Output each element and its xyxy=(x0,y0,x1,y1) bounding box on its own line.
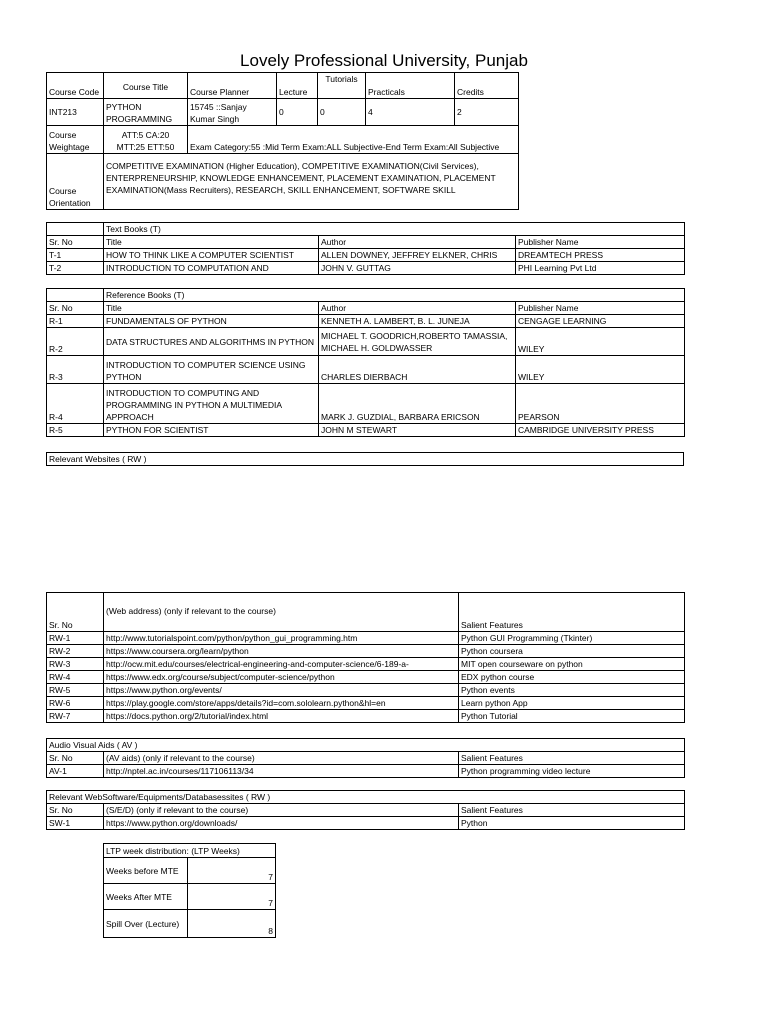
table-row xyxy=(47,424,685,437)
author-cell: ALLEN DOWNEY, JEFFREY ELKNER, CHRIS xyxy=(319,249,516,262)
lecture-value: 0 xyxy=(277,99,318,126)
srno-cell: RW-3 xyxy=(47,658,104,671)
weightage-line-1: ATT:5 CA:20 xyxy=(121,130,170,140)
relevant-websites-header xyxy=(46,452,684,466)
table-row xyxy=(47,765,685,778)
blank-cell xyxy=(47,289,104,302)
author-cell: CHARLES DIERBACH xyxy=(319,356,516,384)
ltp-label: Spill Over (Lecture) xyxy=(104,910,188,938)
course-title: PYTHON PROGRAMMING xyxy=(104,99,188,126)
table-row xyxy=(47,315,685,328)
feature-cell: Python events xyxy=(459,684,685,697)
srno-cell: RW-6 xyxy=(47,697,104,710)
reference-books-header-title: Title xyxy=(104,302,319,315)
publisher-cell: WILEY xyxy=(516,328,685,356)
reference-books-table xyxy=(46,288,685,437)
course-code: INT213 xyxy=(47,99,104,126)
srno-cell: R-5 xyxy=(47,424,104,437)
title-cell: INTRODUCTION TO COMPUTING AND PROGRAMMING IN PYTHON A MULTIMEDIA APPROACH xyxy=(104,384,319,424)
av-header-srno: Sr. No xyxy=(47,752,104,765)
text-books-table xyxy=(46,222,685,275)
header-credits: Credits xyxy=(455,73,519,99)
text-books-header-srno: Sr. No xyxy=(47,236,104,249)
title-cell: DATA STRUCTURES AND ALGORITHMS IN PYTHON xyxy=(104,328,319,356)
practicals-value: 4 xyxy=(366,99,455,126)
course-info-table xyxy=(46,72,519,210)
av-header-aids: (AV aids) (only if relevant to the course) xyxy=(104,752,459,765)
website-link[interactable]: https://www.python.org/events/ xyxy=(104,684,459,697)
exam-category: Exam Category:55 :Mid Term Exam:ALL Subjective-End Term Exam:All Subjective xyxy=(188,126,519,154)
srno-cell: RW-4 xyxy=(47,671,104,684)
website-link[interactable]: https://play.google.com/store/apps/details?id=com.sololearn.python&hl=en xyxy=(104,697,459,710)
software-link[interactable]: https://www.python.org/downloads/ xyxy=(104,817,459,830)
text-books-section-title: Text Books (T) xyxy=(104,223,685,236)
ltp-label: Weeks before MTE xyxy=(104,858,188,884)
header-practicals: Practicals xyxy=(366,73,455,99)
websites-table xyxy=(46,592,685,723)
srno-cell: T-1 xyxy=(47,249,104,262)
table-row xyxy=(47,671,685,684)
website-link[interactable]: https://www.edx.org/course/subject/computer-science/python xyxy=(104,671,459,684)
table-row xyxy=(47,684,685,697)
author-cell: JOHN V. GUTTAG xyxy=(319,262,516,275)
table-row xyxy=(47,328,685,356)
course-weightage-label: Course Weightage xyxy=(47,126,104,154)
table-row xyxy=(47,645,685,658)
text-books-header-publisher: Publisher Name xyxy=(516,236,685,249)
srno-cell: R-3 xyxy=(47,356,104,384)
feature-cell: Python coursera xyxy=(459,645,685,658)
document-title: Lovely Professional University, Punjab xyxy=(240,51,528,70)
publisher-cell: PEARSON xyxy=(516,384,685,424)
audio-visual-table xyxy=(46,738,685,778)
reference-books-header-publisher: Publisher Name xyxy=(516,302,685,315)
title-cell: INTRODUCTION TO COMPUTER SCIENCE USING PYTHON xyxy=(104,356,319,384)
author-cell: JOHN M STEWART xyxy=(319,424,516,437)
title-cell: PYTHON FOR SCIENTIST xyxy=(104,424,319,437)
feature-cell: Python GUI Programming (Tkinter) xyxy=(459,632,685,645)
feature-cell: Python xyxy=(459,817,685,830)
feature-cell: Learn python App xyxy=(459,697,685,710)
header-course-title: Course Title xyxy=(104,73,188,99)
title-cell: HOW TO THINK LIKE A COMPUTER SCIENTIST xyxy=(104,249,319,262)
srno-cell: SW-1 xyxy=(47,817,104,830)
reference-books-header-author: Author xyxy=(319,302,516,315)
srno-cell: RW-7 xyxy=(47,710,104,723)
weightage-line-2: MTT:25 ETT:50 xyxy=(116,142,175,152)
ltp-value: 7 xyxy=(188,884,276,910)
software-table xyxy=(46,790,685,830)
publisher-cell: WILEY xyxy=(516,356,685,384)
feature-cell: Python programming video lecture xyxy=(459,765,685,778)
author-cell: MICHAEL T. GOODRICH,ROBERTO TAMASSIA, MICHAEL H. GOLDWASSER xyxy=(319,328,516,356)
course-orientation: COMPETITIVE EXAMINATION (Higher Education), COMPETITIVE EXAMINATION(Civil Services), ENTERPRENEURSHIP, KNOWLEDGE ENHANCEMENT, PLACEMENT EXAMINATION, PLACEMENT EXAMINATION(Mass Recruiters), RESEARCH, SKILL ENHANCEMENT, SOFTWARE SKILL xyxy=(104,154,519,210)
table-row xyxy=(47,658,685,671)
table-row xyxy=(47,697,685,710)
publisher-cell: DREAMTECH PRESS xyxy=(516,249,685,262)
title-cell: FUNDAMENTALS OF PYTHON xyxy=(104,315,319,328)
ltp-value: 8 xyxy=(188,910,276,938)
title-cell: INTRODUCTION TO COMPUTATION AND xyxy=(104,262,319,275)
table-row xyxy=(104,858,276,884)
header-tutorials: Tutorials xyxy=(318,73,366,99)
website-link[interactable]: https://docs.python.org/2/tutorial/index.html xyxy=(104,710,459,723)
srno-cell: RW-5 xyxy=(47,684,104,697)
srno-cell: T-2 xyxy=(47,262,104,275)
feature-cell: Python Tutorial xyxy=(459,710,685,723)
table-row xyxy=(104,910,276,938)
reference-books-header-srno: Sr. No xyxy=(47,302,104,315)
software-section-title: Relevant WebSoftware/Equipments/Databasessites ( RW ) xyxy=(47,791,685,804)
av-link[interactable]: http://nptel.ac.in/courses/117106113/34 xyxy=(104,765,459,778)
srno-cell: R-1 xyxy=(47,315,104,328)
table-row xyxy=(104,884,276,910)
course-orientation-label: Course Orientation xyxy=(47,154,104,210)
srno-cell: R-2 xyxy=(47,328,104,356)
feature-cell: MIT open courseware on python xyxy=(459,658,685,671)
reference-books-section-title: Reference Books (T) xyxy=(104,289,685,302)
ltp-label: Weeks After MTE xyxy=(104,884,188,910)
header-course-planner: Course Planner xyxy=(188,73,277,99)
author-cell: MARK J. GUZDIAL, BARBARA ERICSON xyxy=(319,384,516,424)
website-link[interactable]: http://www.tutorialspoint.com/python/python_gui_programming.htm xyxy=(104,632,459,645)
table-row xyxy=(47,384,685,424)
header-course-code: Course Code xyxy=(47,73,104,99)
table-row xyxy=(47,632,685,645)
tutorials-value: 0 xyxy=(318,99,366,126)
sw-header-sed: (S/E/D) (only if relevant to the course) xyxy=(104,804,459,817)
course-weightage-values xyxy=(104,126,188,154)
srno-cell: AV-1 xyxy=(47,765,104,778)
table-row xyxy=(47,262,685,275)
websites-header-srno: Sr. No xyxy=(47,593,104,632)
ltp-title: LTP week distribution: (LTP Weeks) xyxy=(104,844,276,858)
srno-cell: RW-2 xyxy=(47,645,104,658)
table-row xyxy=(47,249,685,262)
publisher-cell: PHI Learning Pvt Ltd xyxy=(516,262,685,275)
ltp-value: 7 xyxy=(188,858,276,884)
course-planner: 15745 ::Sanjay Kumar Singh xyxy=(188,99,277,126)
feature-cell: EDX python course xyxy=(459,671,685,684)
sw-header-srno: Sr. No xyxy=(47,804,104,817)
websites-header-features: Salient Features xyxy=(459,593,685,632)
text-books-header-title: Title xyxy=(104,236,319,249)
website-link[interactable]: http://ocw.mit.edu/courses/electrical-engineering-and-computer-science/6-189-a- xyxy=(104,658,459,671)
credits-value: 2 xyxy=(455,99,519,126)
websites-header-address: (Web address) (only if relevant to the course) xyxy=(104,593,459,632)
table-row xyxy=(47,710,685,723)
text-books-header-author: Author xyxy=(319,236,516,249)
publisher-cell: CAMBRIDGE UNIVERSITY PRESS xyxy=(516,424,685,437)
relevant-websites-section-title: Relevant Websites ( RW ) xyxy=(47,453,684,466)
blank-cell xyxy=(47,223,104,236)
ltp-week-table xyxy=(103,843,276,938)
publisher-cell: CENGAGE LEARNING xyxy=(516,315,685,328)
table-row xyxy=(47,817,685,830)
srno-cell: R-4 xyxy=(47,384,104,424)
srno-cell: RW-1 xyxy=(47,632,104,645)
author-cell: KENNETH A. LAMBERT, B. L. JUNEJA xyxy=(319,315,516,328)
table-row xyxy=(47,356,685,384)
header-lecture: Lecture xyxy=(277,73,318,99)
website-link[interactable]: https://www.coursera.org/learn/python xyxy=(104,645,459,658)
av-header-features: Salient Features xyxy=(459,752,685,765)
sw-header-features: Salient Features xyxy=(459,804,685,817)
audio-visual-section-title: Audio Visual Aids ( AV ) xyxy=(47,739,685,752)
